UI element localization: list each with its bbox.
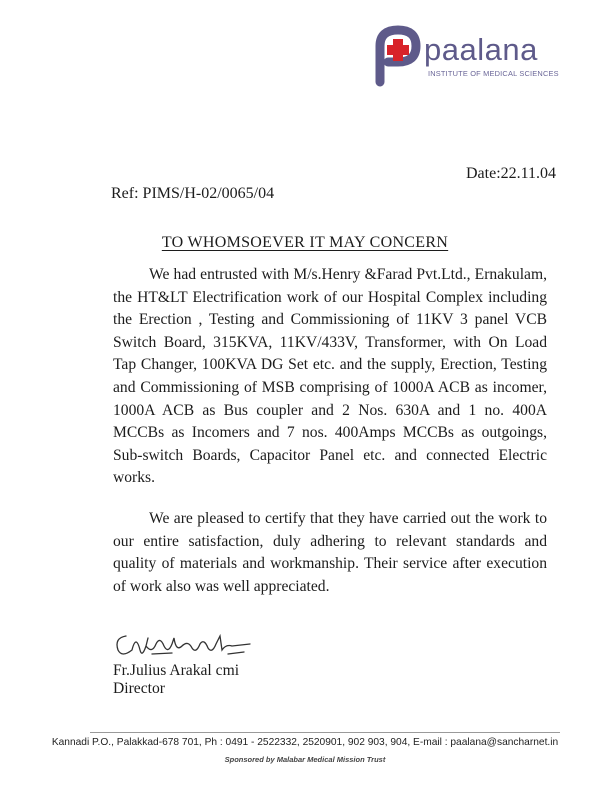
handwritten-signature — [112, 624, 258, 664]
heading-text: TO WHOMSOEVER IT MAY CONCERN — [161, 234, 449, 251]
paragraph-2-text: We are pleased to certify that they have carried out the work to our entire satisfaction, duly adhering to relevant standards and quality of materials and workmanship. Their service after execution of work also was well appreciated. — [113, 510, 547, 595]
letter-reference: Ref: PIMS/H-02/0065/04 — [111, 185, 275, 202]
paragraph-1-text: We had entrusted with M/s.Henry &Farad Pvt.Ltd., Ernakulam, the HT&LT Electrification work of our Hospital Complex including the Erection , Testing and Commissioning of 11KV 3 panel VCB Switch Board, 315KVA, 11KV/433V, Transformer, with On Load Tap Changer, 100KVA DG Set etc. and the supply, Erection, Testing and Commissioning of MSB comprising of 1000A ACB as incomer, 1000A ACB as Bus coupler and 2 Nos. 630A and 1 no. 400A MCCBs as Incomers and 7 nos. 400Amps MCCBs as outgoings, Sub-switch Boards, Capacitor Panel etc. and connected Electric works. — [113, 266, 547, 487]
footer-address: Kannadi P.O., Palakkad-678 701, Ph : 0491 - 2522332, 2520901, 902 903, 904, E-mail : paalana@sancharnet.in — [51, 737, 559, 748]
logo-subtitle: INSTITUTE OF MEDICAL SCIENCES — [428, 69, 559, 78]
letter-date: Date:22.11.04 — [466, 165, 557, 182]
signatory-name: Fr.Julius Arakal cmi — [113, 662, 240, 679]
signatory-title: Director — [113, 680, 165, 697]
footer-sponsor: Sponsored by Malabar Medical Mission Trust — [224, 755, 386, 764]
footer-divider — [90, 732, 560, 733]
logo-name: paalana — [424, 32, 538, 67]
paalana-logo — [374, 24, 574, 88]
body-paragraph-1 — [113, 264, 547, 490]
body-paragraph-2 — [113, 508, 547, 598]
letter-heading — [0, 234, 610, 252]
